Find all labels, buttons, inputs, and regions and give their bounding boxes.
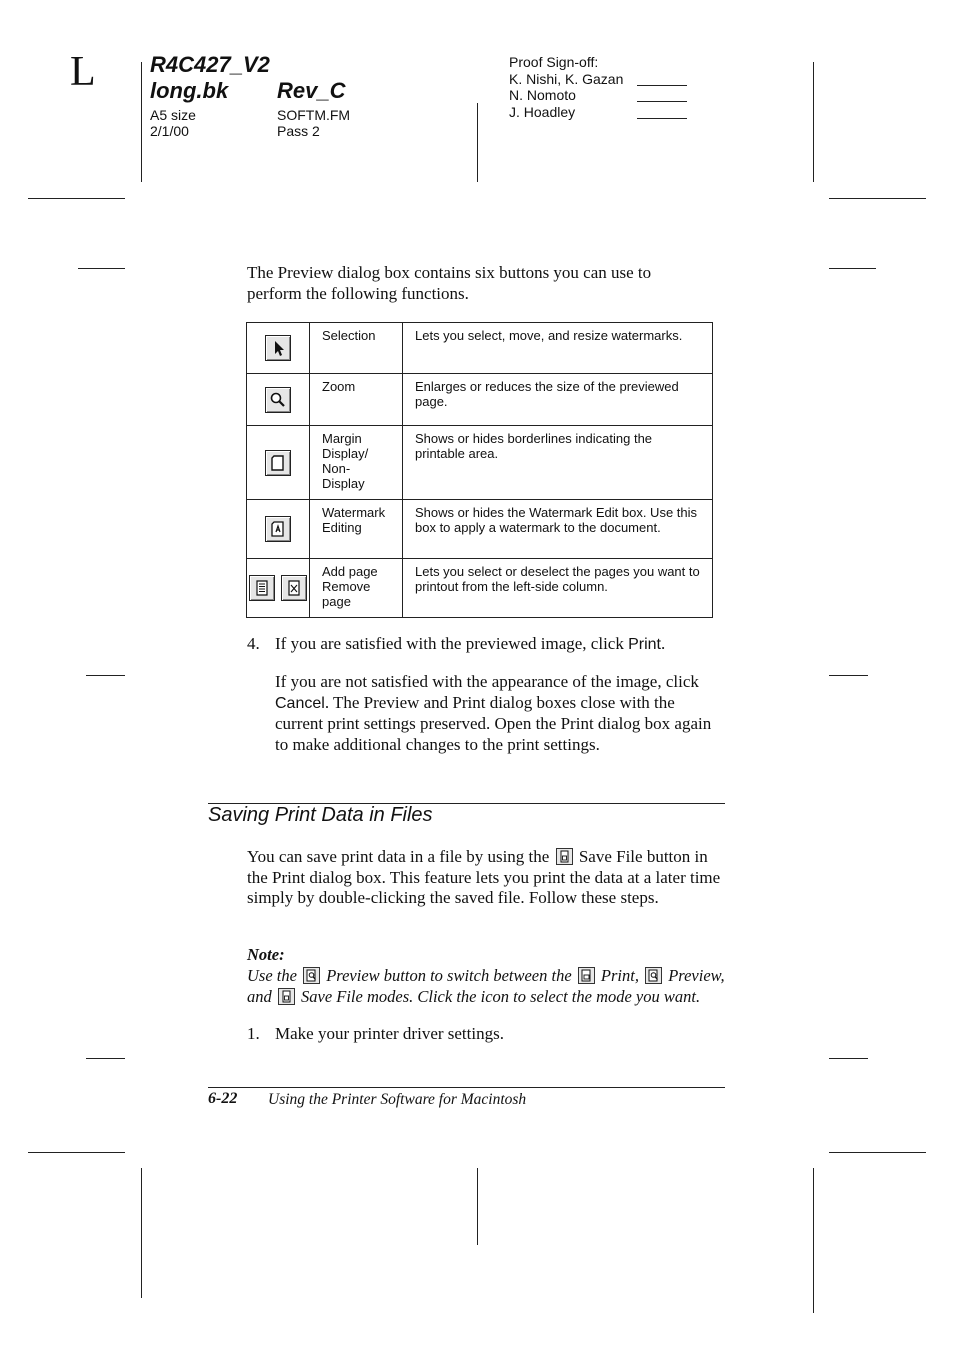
signature-line: [637, 118, 687, 119]
arrow-pointer-icon: [265, 335, 291, 361]
table-row: [247, 374, 713, 426]
crop-mark: [829, 268, 876, 269]
watermark-edit-icon: [265, 516, 291, 542]
note-text: [247, 966, 727, 1007]
paper-size: A5 size: [150, 107, 196, 123]
signer-name: J. Hoadley: [509, 104, 576, 120]
save-file-icon: [556, 848, 573, 865]
section-para-before: You can save print data in a file by using the: [247, 847, 554, 866]
signer-name: K. Nishi, K. Gazan: [509, 71, 624, 87]
table-row: [247, 426, 713, 500]
note-part: and: [247, 986, 276, 1006]
running-footer-title: Using the Printer Software for Macintosh: [268, 1091, 527, 1108]
step-4-paragraph-2: [275, 672, 725, 755]
signature-line: [637, 85, 687, 86]
print-button-term: Print: [628, 636, 661, 653]
icon-cell: [247, 559, 310, 618]
step-1-text: Make your printer driver settings.: [275, 1024, 504, 1043]
crop-mark: [813, 62, 814, 182]
remove-page-icon: [281, 575, 307, 601]
crop-mark: [829, 675, 868, 676]
note-label: Note:: [247, 945, 285, 964]
signature-line: [637, 101, 687, 102]
note-part: Preview,: [664, 966, 725, 985]
crop-mark: [477, 1168, 478, 1245]
crop-mark: [813, 1168, 814, 1313]
crop-mark: [141, 1168, 142, 1298]
step-4-text-after: .: [661, 634, 666, 653]
print-icon: [578, 967, 595, 984]
book-file: long.bk: [150, 78, 229, 103]
function-name: Margin Display/ Non-Display: [310, 426, 403, 500]
step-4-text-before: If you are satisfied with the previewed image, click: [275, 634, 629, 653]
function-name: Selection: [310, 323, 403, 374]
icon-cell: [247, 500, 310, 559]
function-description: Enlarges or reduces the size of the previewed page.: [403, 374, 713, 426]
page-side-letter: L: [70, 49, 96, 95]
function-name: Add page Remove page: [310, 559, 403, 618]
crop-mark: [477, 103, 478, 182]
revision: Rev_C: [277, 78, 346, 103]
function-description: Lets you select, move, and resize watermarks.: [403, 323, 713, 374]
table-row: [247, 323, 713, 374]
note-part: Preview button to switch between the: [322, 966, 576, 985]
save-file-icon: [278, 988, 295, 1005]
icon-cell: [247, 374, 310, 426]
source-file: SOFTM.FM: [277, 107, 351, 123]
table-row: [247, 559, 713, 618]
preview-buttons-table: [246, 322, 713, 618]
section-paragraph: [247, 847, 725, 909]
crop-mark: [829, 1058, 868, 1059]
crop-mark: [141, 62, 142, 182]
pass-number: Pass 2: [277, 123, 320, 139]
function-description: Lets you select or deselect the pages you want to printout from the left-side column.: [403, 559, 713, 618]
crop-mark: [829, 1152, 926, 1153]
crop-mark: [28, 1152, 125, 1153]
crop-mark: [829, 198, 926, 199]
step-4-text: [275, 634, 725, 656]
add-page-icon: [249, 575, 275, 601]
function-name: Watermark Editing: [310, 500, 403, 559]
intro-paragraph: The Preview dialog box contains six buttons you can use to perform the following functions.: [247, 263, 652, 303]
crop-mark: [86, 1058, 125, 1059]
preview-icon: [303, 967, 320, 984]
section-title: Saving Print Data in Files: [208, 804, 433, 826]
page-number: 6-22: [208, 1090, 238, 1107]
preview-icon: [645, 967, 662, 984]
signer-name: N. Nomoto: [509, 87, 576, 103]
icon-cell: [247, 426, 310, 500]
footer-rule: [208, 1087, 725, 1088]
note-part: Save File modes. Click the icon to select the mode you want.: [296, 986, 701, 1006]
cancel-button-term: Cancel: [275, 694, 325, 712]
para-after: . The Preview and Print dialog boxes close with the current print settings preserved. Open the Print dialog box again to make additional changes to the print settings.: [275, 692, 712, 754]
page-margin-icon: [265, 450, 291, 476]
note-part: Print,: [596, 966, 644, 985]
step-number: 1.: [247, 1024, 260, 1043]
crop-mark: [86, 675, 125, 676]
function-description: Shows or hides the Watermark Edit box. Use this box to apply a watermark to the document.: [403, 500, 713, 559]
note-part: Use the: [247, 966, 302, 985]
crop-mark: [28, 198, 125, 199]
section-para-after: Save File button in the Print dialog box. This feature lets you print the data at a later time simply by double-clicking the saved file. Follow these steps.: [247, 847, 721, 907]
function-description: Shows or hides borderlines indicating the printable area.: [403, 426, 713, 500]
icon-cell: [247, 323, 310, 374]
magnifier-icon: [265, 387, 291, 413]
step-number: 4.: [247, 634, 260, 653]
book-title: R4C427_V2: [150, 52, 270, 77]
proof-signoff-title: Proof Sign-off:: [509, 54, 599, 70]
para-before: If you are not satisfied with the appearance of the image, click: [275, 672, 699, 691]
crop-mark: [78, 268, 125, 269]
table-row: [247, 500, 713, 559]
function-name: Zoom: [310, 374, 403, 426]
header-date: 2/1/00: [150, 123, 189, 139]
